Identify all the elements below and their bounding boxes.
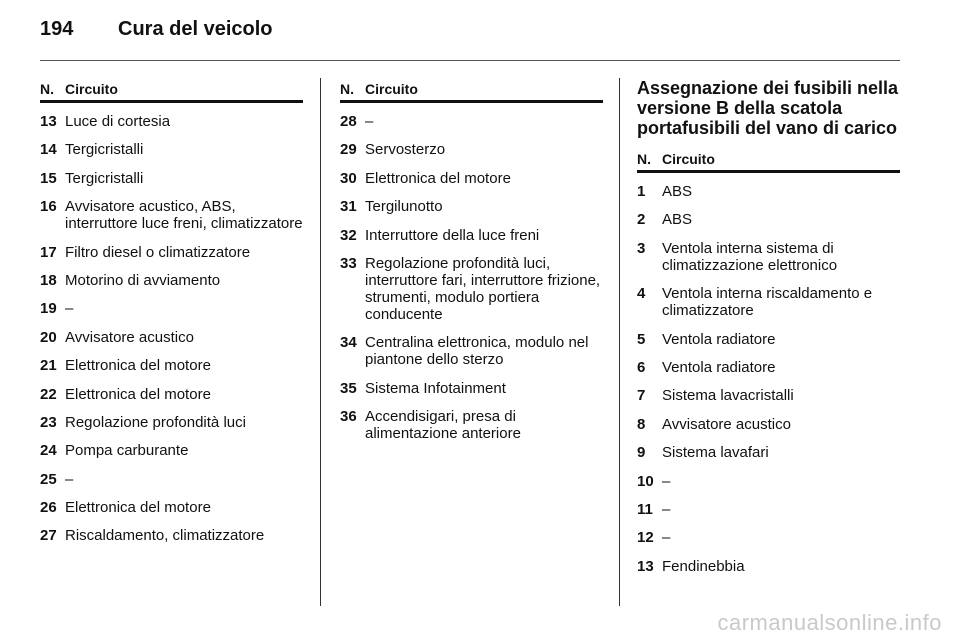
fuse-number: 9 — [637, 444, 646, 462]
fuse-number: 27 — [40, 527, 57, 545]
fuse-number: 34 — [340, 334, 357, 352]
fuse-number: 12 — [637, 529, 654, 547]
fuse-number: 14 — [40, 141, 57, 159]
fuse-table-column-1 — [40, 78, 303, 556]
header-number: N. — [637, 151, 651, 167]
column-divider — [320, 78, 321, 606]
fuse-circuit: Fendinebbia — [662, 557, 745, 575]
fuse-circuit: Centralina elettronica, modulo nel piantone dello sterzo — [365, 334, 589, 369]
fuse-circuit: Regolazione profondità luci, interruttore fari, interruttore frizione, strumenti, modulo portiera conducente — [365, 254, 601, 323]
fuse-row — [637, 501, 900, 518]
fuse-row — [40, 244, 303, 261]
fuse-circuit: Ventola radiatore — [662, 330, 776, 348]
fuse-circuit: Filtro diesel o climatizzatore — [65, 243, 251, 261]
fuse-row — [40, 442, 303, 459]
fuse-row — [340, 227, 603, 244]
fuse-circuit: Ventola radiatore — [662, 358, 776, 376]
fuse-row — [637, 331, 900, 348]
fuse-row — [340, 380, 603, 397]
fuse-table-column-3 — [637, 78, 900, 586]
fuse-circuit: Elettronica del motore — [65, 499, 211, 517]
fuse-row — [637, 444, 900, 461]
fuse-number: 13 — [637, 557, 654, 575]
fuse-row — [40, 300, 303, 317]
fuse-circuit: – — [662, 472, 671, 490]
header-circuit: Circuito — [365, 81, 418, 97]
fuse-circuit: – — [662, 500, 671, 518]
fuse-circuit: Tergicristalli — [65, 141, 144, 159]
fuse-circuit: Elettronica del motore — [65, 357, 211, 375]
fuse-number: 1 — [637, 183, 646, 200]
fuse-row — [637, 416, 900, 433]
fuse-row — [637, 240, 900, 274]
fuse-number: 15 — [40, 169, 57, 187]
fuse-circuit: Accendisigari, presa di alimentazione anteriore — [365, 408, 521, 443]
fuse-number: 30 — [340, 169, 357, 187]
fuse-number: 3 — [637, 239, 646, 257]
fuse-number: 36 — [340, 408, 357, 426]
fuse-circuit: – — [65, 470, 74, 488]
fuse-circuit: Tergicristalli — [65, 169, 144, 187]
fuse-row — [40, 471, 303, 488]
fuse-circuit: Regolazione profondità luci — [65, 413, 246, 431]
fuse-circuit: – — [365, 113, 374, 130]
fuse-circuit: Avvisatore acustico, ABS, interruttore luce freni, climatizzatore — [65, 198, 303, 233]
fuse-list — [637, 183, 900, 575]
fuse-row — [40, 141, 303, 158]
fuse-row — [40, 414, 303, 431]
fuse-number: 24 — [40, 442, 57, 460]
fuse-circuit: Tergilunotto — [365, 198, 443, 216]
fuse-row — [340, 408, 603, 442]
fuse-circuit: Ventola interna sistema di climatizzazione elettronico — [662, 239, 838, 274]
fuse-row — [40, 329, 303, 346]
header-divider — [40, 60, 900, 61]
fuse-row — [340, 255, 603, 323]
watermark: carmanualsonline.info — [717, 610, 942, 635]
fuse-row — [40, 170, 303, 187]
section-title: Assegnazione dei fusibili nella versione B della scatola portafusibili del vano di carico — [637, 78, 899, 138]
column-divider — [619, 78, 620, 606]
header-circuit: Circuito — [65, 81, 118, 97]
fuse-number: 18 — [40, 271, 57, 289]
fuse-number: 17 — [40, 243, 57, 261]
fuse-row — [637, 183, 900, 200]
fuse-number: 22 — [40, 385, 57, 403]
header-circuit: Circuito — [662, 151, 715, 167]
fuse-number: 32 — [340, 226, 357, 244]
fuse-circuit: Interruttore della luce freni — [365, 226, 540, 244]
fuse-circuit: Motorino di avviamento — [65, 271, 221, 289]
fuse-number: 11 — [637, 500, 653, 518]
fuse-circuit: Servosterzo — [365, 141, 446, 159]
fuse-number: 25 — [40, 470, 57, 488]
fuse-circuit: Riscaldamento, climatizzatore — [65, 527, 265, 545]
fuse-row — [340, 198, 603, 215]
fuse-row — [340, 113, 603, 130]
fuse-number: 8 — [637, 415, 646, 433]
header-number: N. — [40, 81, 54, 97]
fuse-number: 23 — [40, 413, 57, 431]
fuse-row — [40, 357, 303, 374]
fuse-number: 19 — [40, 300, 57, 318]
fuse-circuit: ABS — [662, 211, 693, 229]
fuse-row — [637, 359, 900, 376]
fuse-number: 31 — [340, 198, 357, 216]
fuse-circuit: Elettronica del motore — [365, 169, 511, 187]
fuse-number: 28 — [340, 113, 357, 130]
fuse-row — [637, 211, 900, 228]
fuse-row — [340, 334, 603, 368]
fuse-number: 7 — [637, 387, 646, 405]
fuse-row — [40, 198, 303, 232]
fuse-number: 2 — [637, 211, 646, 229]
fuse-circuit: Pompa carburante — [65, 442, 189, 460]
fuse-list — [40, 113, 303, 544]
page-title: Cura del veicolo — [118, 18, 273, 40]
fuse-circuit: Avvisatore acustico — [65, 328, 194, 346]
fuse-circuit: Sistema lavacristalli — [662, 387, 794, 405]
fuse-row — [40, 527, 303, 544]
fuse-number: 6 — [637, 358, 646, 376]
fuse-number: 5 — [637, 330, 646, 348]
fuse-circuit: Luce di cortesia — [65, 113, 171, 130]
fuse-circuit: ABS — [662, 183, 693, 200]
fuse-row — [40, 272, 303, 289]
table-header — [637, 148, 900, 173]
fuse-circuit: Sistema Infotainment — [365, 379, 506, 397]
fuse-number: 4 — [637, 285, 646, 303]
fuse-number: 10 — [637, 472, 654, 490]
fuse-table-column-2 — [340, 78, 603, 454]
fuse-circuit: Elettronica del motore — [65, 385, 211, 403]
page-number: 194 — [40, 18, 74, 40]
fuse-circuit: Sistema lavafari — [662, 444, 769, 462]
fuse-row — [340, 141, 603, 158]
fuse-row — [637, 558, 900, 575]
fuse-number: 20 — [40, 328, 57, 346]
fuse-circuit: – — [65, 300, 74, 318]
fuse-row — [340, 170, 603, 187]
header-number: N. — [340, 81, 354, 97]
fuse-row — [40, 113, 303, 130]
fuse-number: 29 — [340, 141, 357, 159]
table-header — [40, 78, 303, 103]
fuse-number: 35 — [340, 379, 357, 397]
fuse-number: 16 — [40, 198, 57, 216]
fuse-number: 21 — [40, 357, 57, 375]
fuse-list — [340, 113, 603, 442]
fuse-row — [40, 499, 303, 516]
table-header — [340, 78, 603, 103]
fuse-row — [637, 529, 900, 546]
fuse-row — [637, 473, 900, 490]
fuse-row — [637, 387, 900, 404]
fuse-row — [40, 386, 303, 403]
fuse-number: 33 — [340, 254, 357, 272]
fuse-circuit: Avvisatore acustico — [662, 415, 791, 433]
fuse-number: 13 — [40, 113, 57, 130]
fuse-row — [637, 285, 900, 319]
fuse-number: 26 — [40, 499, 57, 517]
page-header — [40, 18, 273, 48]
fuse-circuit: Ventola interna riscaldamento e climatizzatore — [662, 285, 873, 320]
fuse-circuit: – — [662, 529, 671, 547]
